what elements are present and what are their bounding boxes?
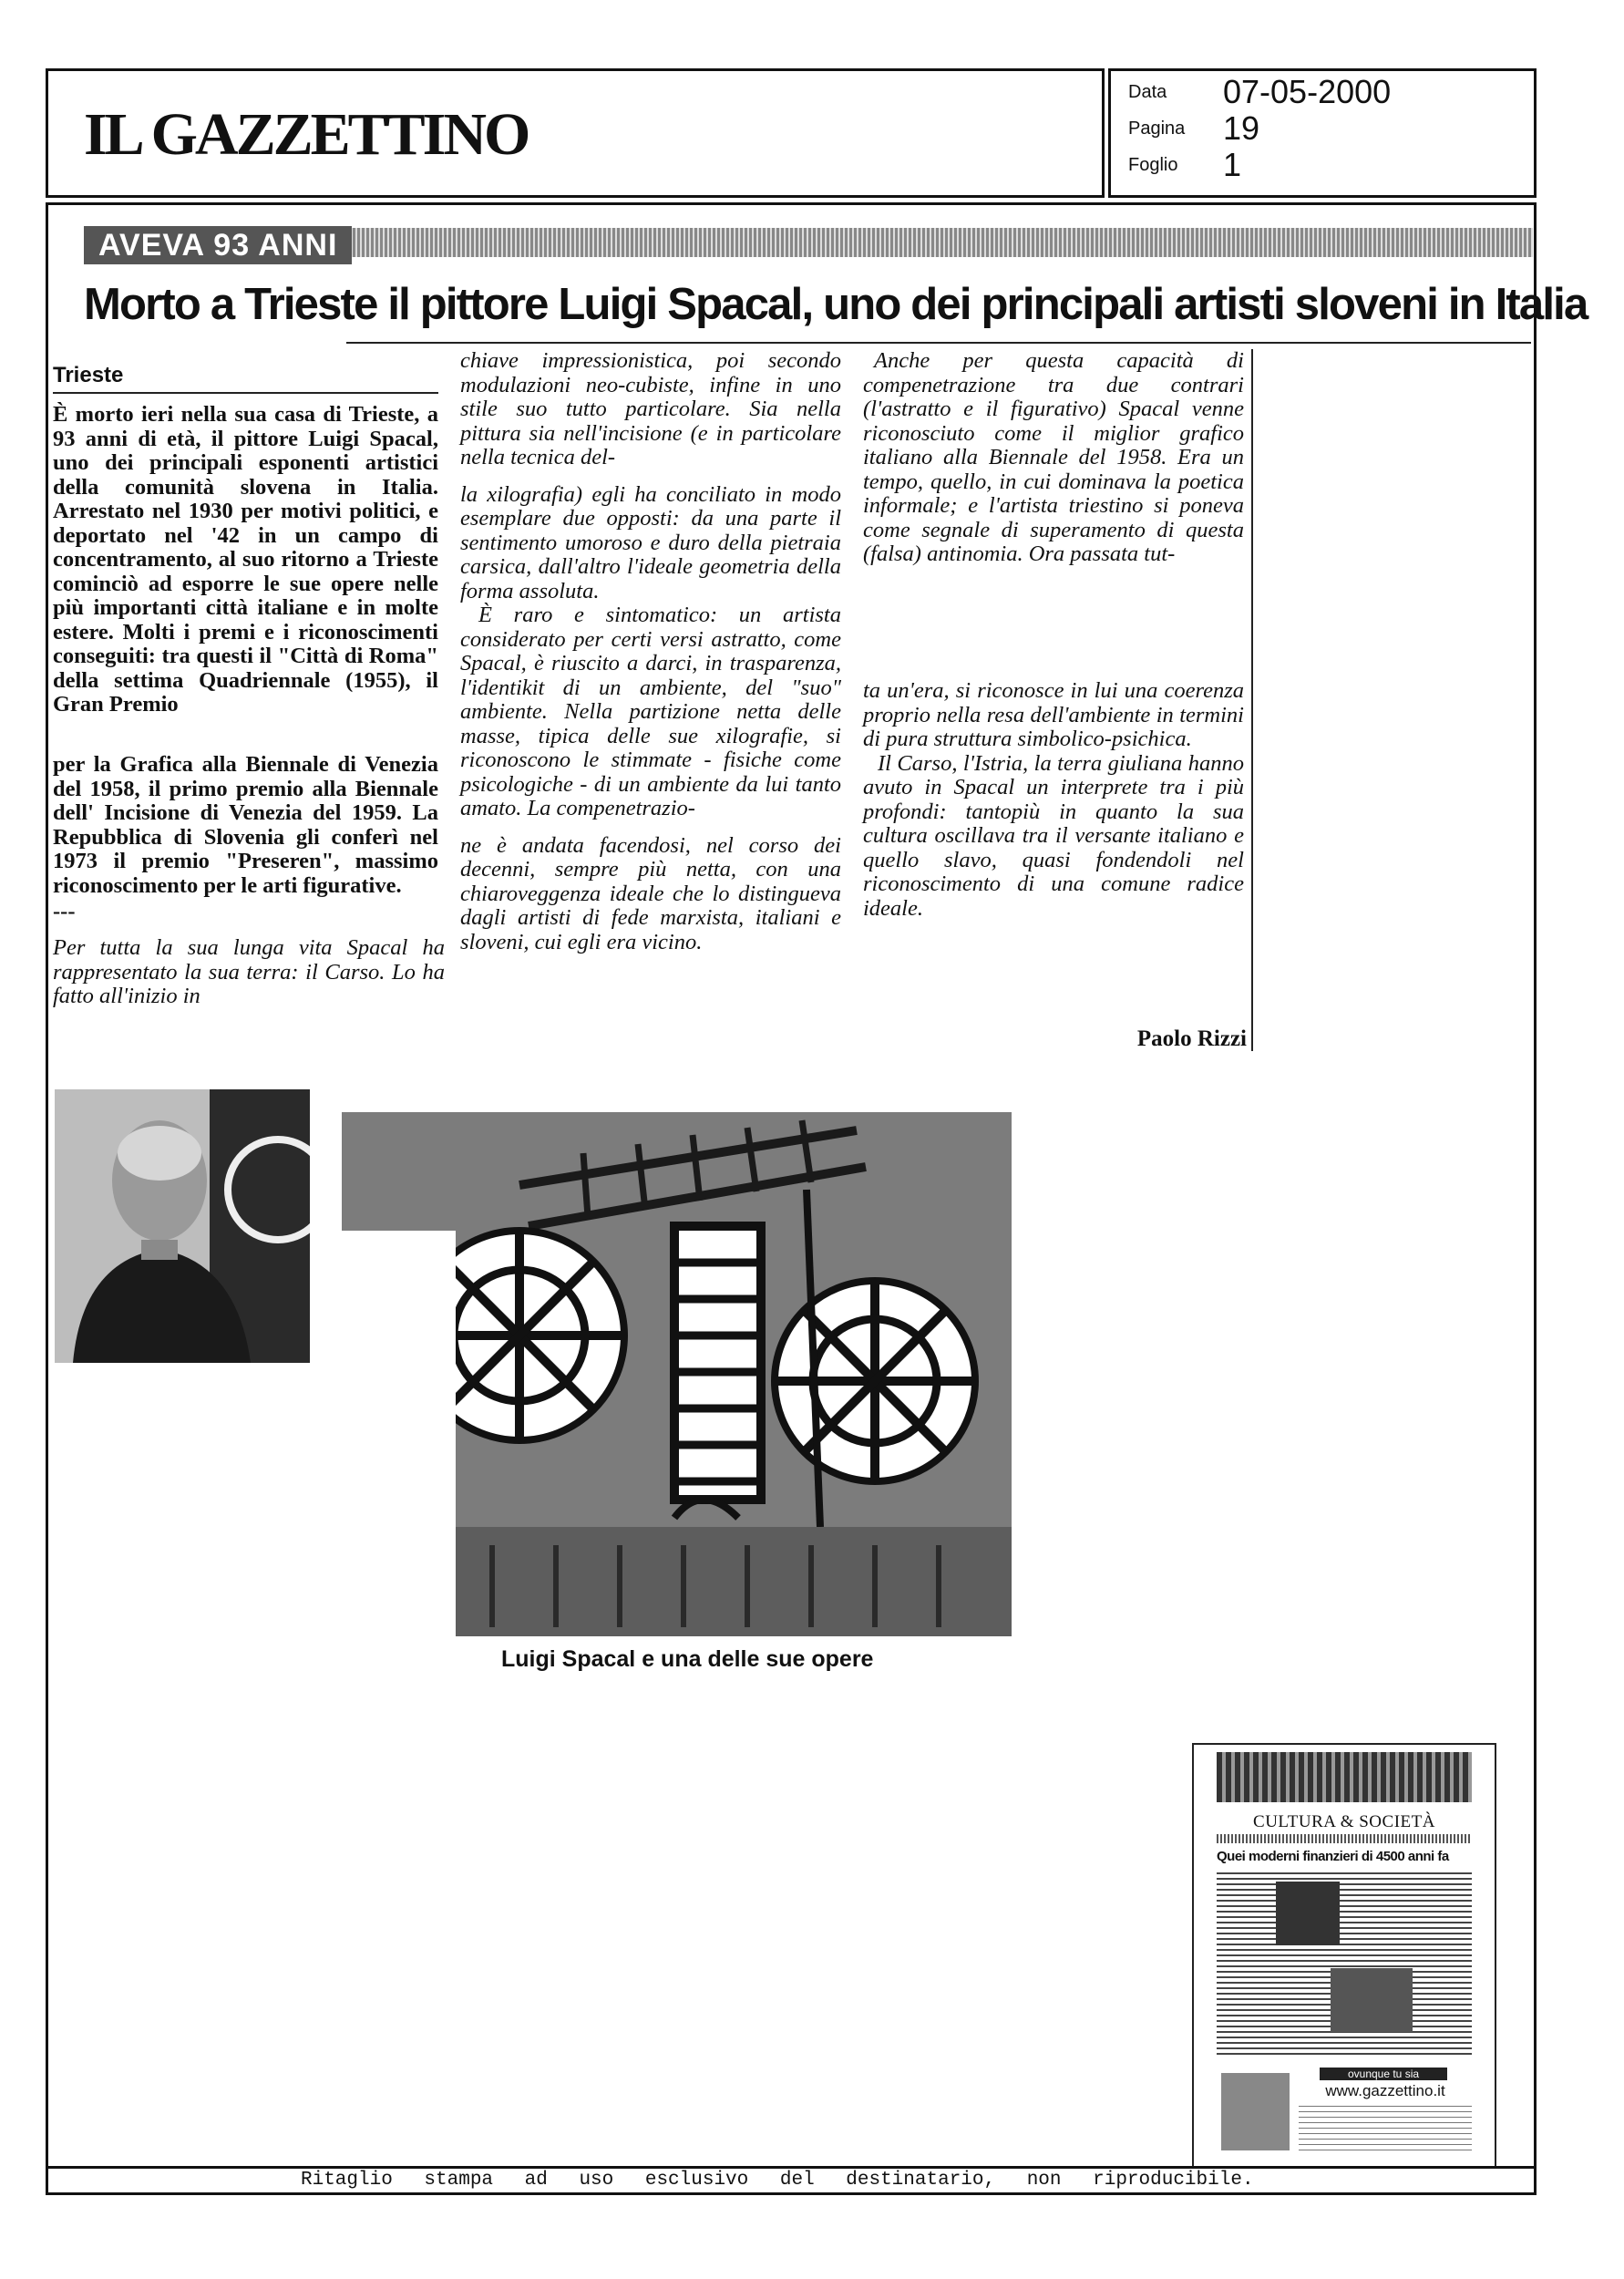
kicker-label: AVEVA 93 ANNI (84, 226, 352, 264)
thumb-section: CULTURA & SOCIETÀ (1253, 1812, 1435, 1831)
headline-rule (346, 342, 1531, 344)
column-divider (1251, 349, 1253, 1051)
col1-italic (53, 936, 445, 1009)
headline: Morto a Trieste il pittore Luigi Spacal, uno dei principali artisti sloveni in Italia (84, 280, 1588, 329)
footer-notice: Ritaglio stampa ad uso esclusivo del destinatario, non riproducibile. (301, 2170, 1254, 2191)
col3-para-c: Il Carso, l'Istria, la terra giuliana hanno avuto in Spacal un interprete tra i più profondi: tantopiù in quanto la sua cultura oscillava tra il versante italiano e quello slavo, quasi fondendoli nel riconoscimento di una comune radice ideale. (863, 750, 1244, 921)
lead-text-1: È morto ieri nella sua casa di Trieste, a 93 anni di età, il pittore Luigi Spacal, uno dei principali esponenti artistici della comunità slovena in Italia. Arrestato nel 1930 per motivi politici, e deportato nel '42 in un campo di concentramento, al suo ritorno a Trieste cominciò ad esporre le sue opere nelle più importanti città italiane e in molte estere. Molti i premi e i riconoscimenti conseguiti: tra questi il "Città di Roma" della settima Quadriennale (1955), il Gran Premio (53, 402, 438, 717)
portrait-photo (55, 1089, 312, 1363)
photo-caption: Luigi Spacal e una delle sue opere (501, 1646, 874, 1672)
byline: Paolo Rizzi (1136, 1026, 1247, 1051)
wheel-right (775, 1281, 975, 1481)
column-2 (460, 349, 841, 954)
thumb-lines (1299, 2105, 1472, 2150)
newspaper-logo: IL GAZZETTINO (84, 101, 529, 168)
lead-continuation (53, 753, 438, 924)
thumb-image-2 (1331, 1968, 1413, 2032)
date-label: Data (1128, 82, 1167, 102)
page-thumbnail (1192, 1743, 1496, 2168)
column-3-bottom (863, 679, 1244, 921)
thumb-top-strip (1217, 1752, 1472, 1802)
col2-para-a: chiave impressionistica, poi secondo modulazioni neo-cubiste, infine in uno stile suo tutto particolare. Sia nella pittura sia nell'incisione (e in particolare nella tecnica del- (460, 348, 841, 469)
thumb-image (1276, 1882, 1340, 1945)
column-3-top (863, 349, 1244, 567)
thumb-rule (1217, 1834, 1472, 1843)
col2-para-d: ne è andata facendosi, nel corso dei decenni, sempre più netta, con una chiaroveggenza ideale che lo distingueva dagli artisti di fede marxista, italiani e sloveni, cui egli era vicino. (460, 832, 841, 954)
page-value: 19 (1223, 109, 1260, 147)
lead-paragraph (53, 403, 438, 717)
col1-italic-text: Per tutta la sua lunga vita Spacal ha rappresentato la sua terra: il Carso. Lo ha fatto all'inizio in (53, 935, 445, 1008)
artwork-photo (310, 1089, 1012, 1636)
ladder (674, 1226, 761, 1500)
thumb-url: www.gazzettino.it (1325, 2082, 1445, 2099)
col2-para-b: la xilografia) egli ha conciliato in modo esemplare due opposti: da una parte il sentimento umoroso e duro della pietraia carsica, dall'altro l'ideale geometria della forma assoluta. (460, 481, 841, 603)
sheet-value: 1 (1223, 146, 1242, 183)
col3-para-a: Anche per questa capacità di compenetrazione tra due contrari (l'astratto e il figurativo) Spacal venne riconosciuto come il miglior grafico italiano alla Biennale del 1958. Era un tempo, quello, in cui dominava la poetica informale; e l'artista triestino si poneva come segnale di superamento di questa (falsa) antinomia. Ora passata tut- (863, 348, 1244, 566)
lead-text-2: per la Grafica alla Biennale di Venezia del 1958, il primo premio alla Biennale dell' Incisione di Venezia del 1959. La Repubblica di Slovenia gli conferì nel 1973 il premio "Preseren", massimo riconoscimento per le arti figurative. (53, 752, 438, 898)
footer-rule (46, 2166, 1537, 2169)
sheet-label: Foglio (1128, 155, 1178, 175)
dateline: Trieste (53, 363, 124, 387)
date-value: 07-05-2000 (1223, 73, 1392, 110)
thumb-promo: ovunque tu sia (1320, 2068, 1447, 2080)
page-label: Pagina (1128, 119, 1186, 139)
col2-para-c: È raro e sintomatico: un artista considerato per certi versi astratto, come Spacal, è riuscito a darci, in trasparenza, l'identikit di un ambiente, del "suo" ambiente. Nella partizione netta delle masse, tipica delle sue xilografie, si riconoscono le stimmate - fisiche come psicologiche - di un ambiente da lui tanto amato. La compenetrazio- (460, 603, 841, 820)
thumb-figure (1221, 2073, 1290, 2150)
dateline-rule (53, 392, 438, 394)
separator: --- (53, 899, 76, 923)
col3-para-b: ta un'era, si riconosce in lui una coerenza proprio nella resa dell'ambiente in termini di pura struttura simbolico-psichica. (863, 678, 1244, 751)
kicker-bar (84, 228, 1533, 263)
thumb-headline: Quei moderni finanzieri di 4500 anni fa (1217, 1849, 1449, 1864)
